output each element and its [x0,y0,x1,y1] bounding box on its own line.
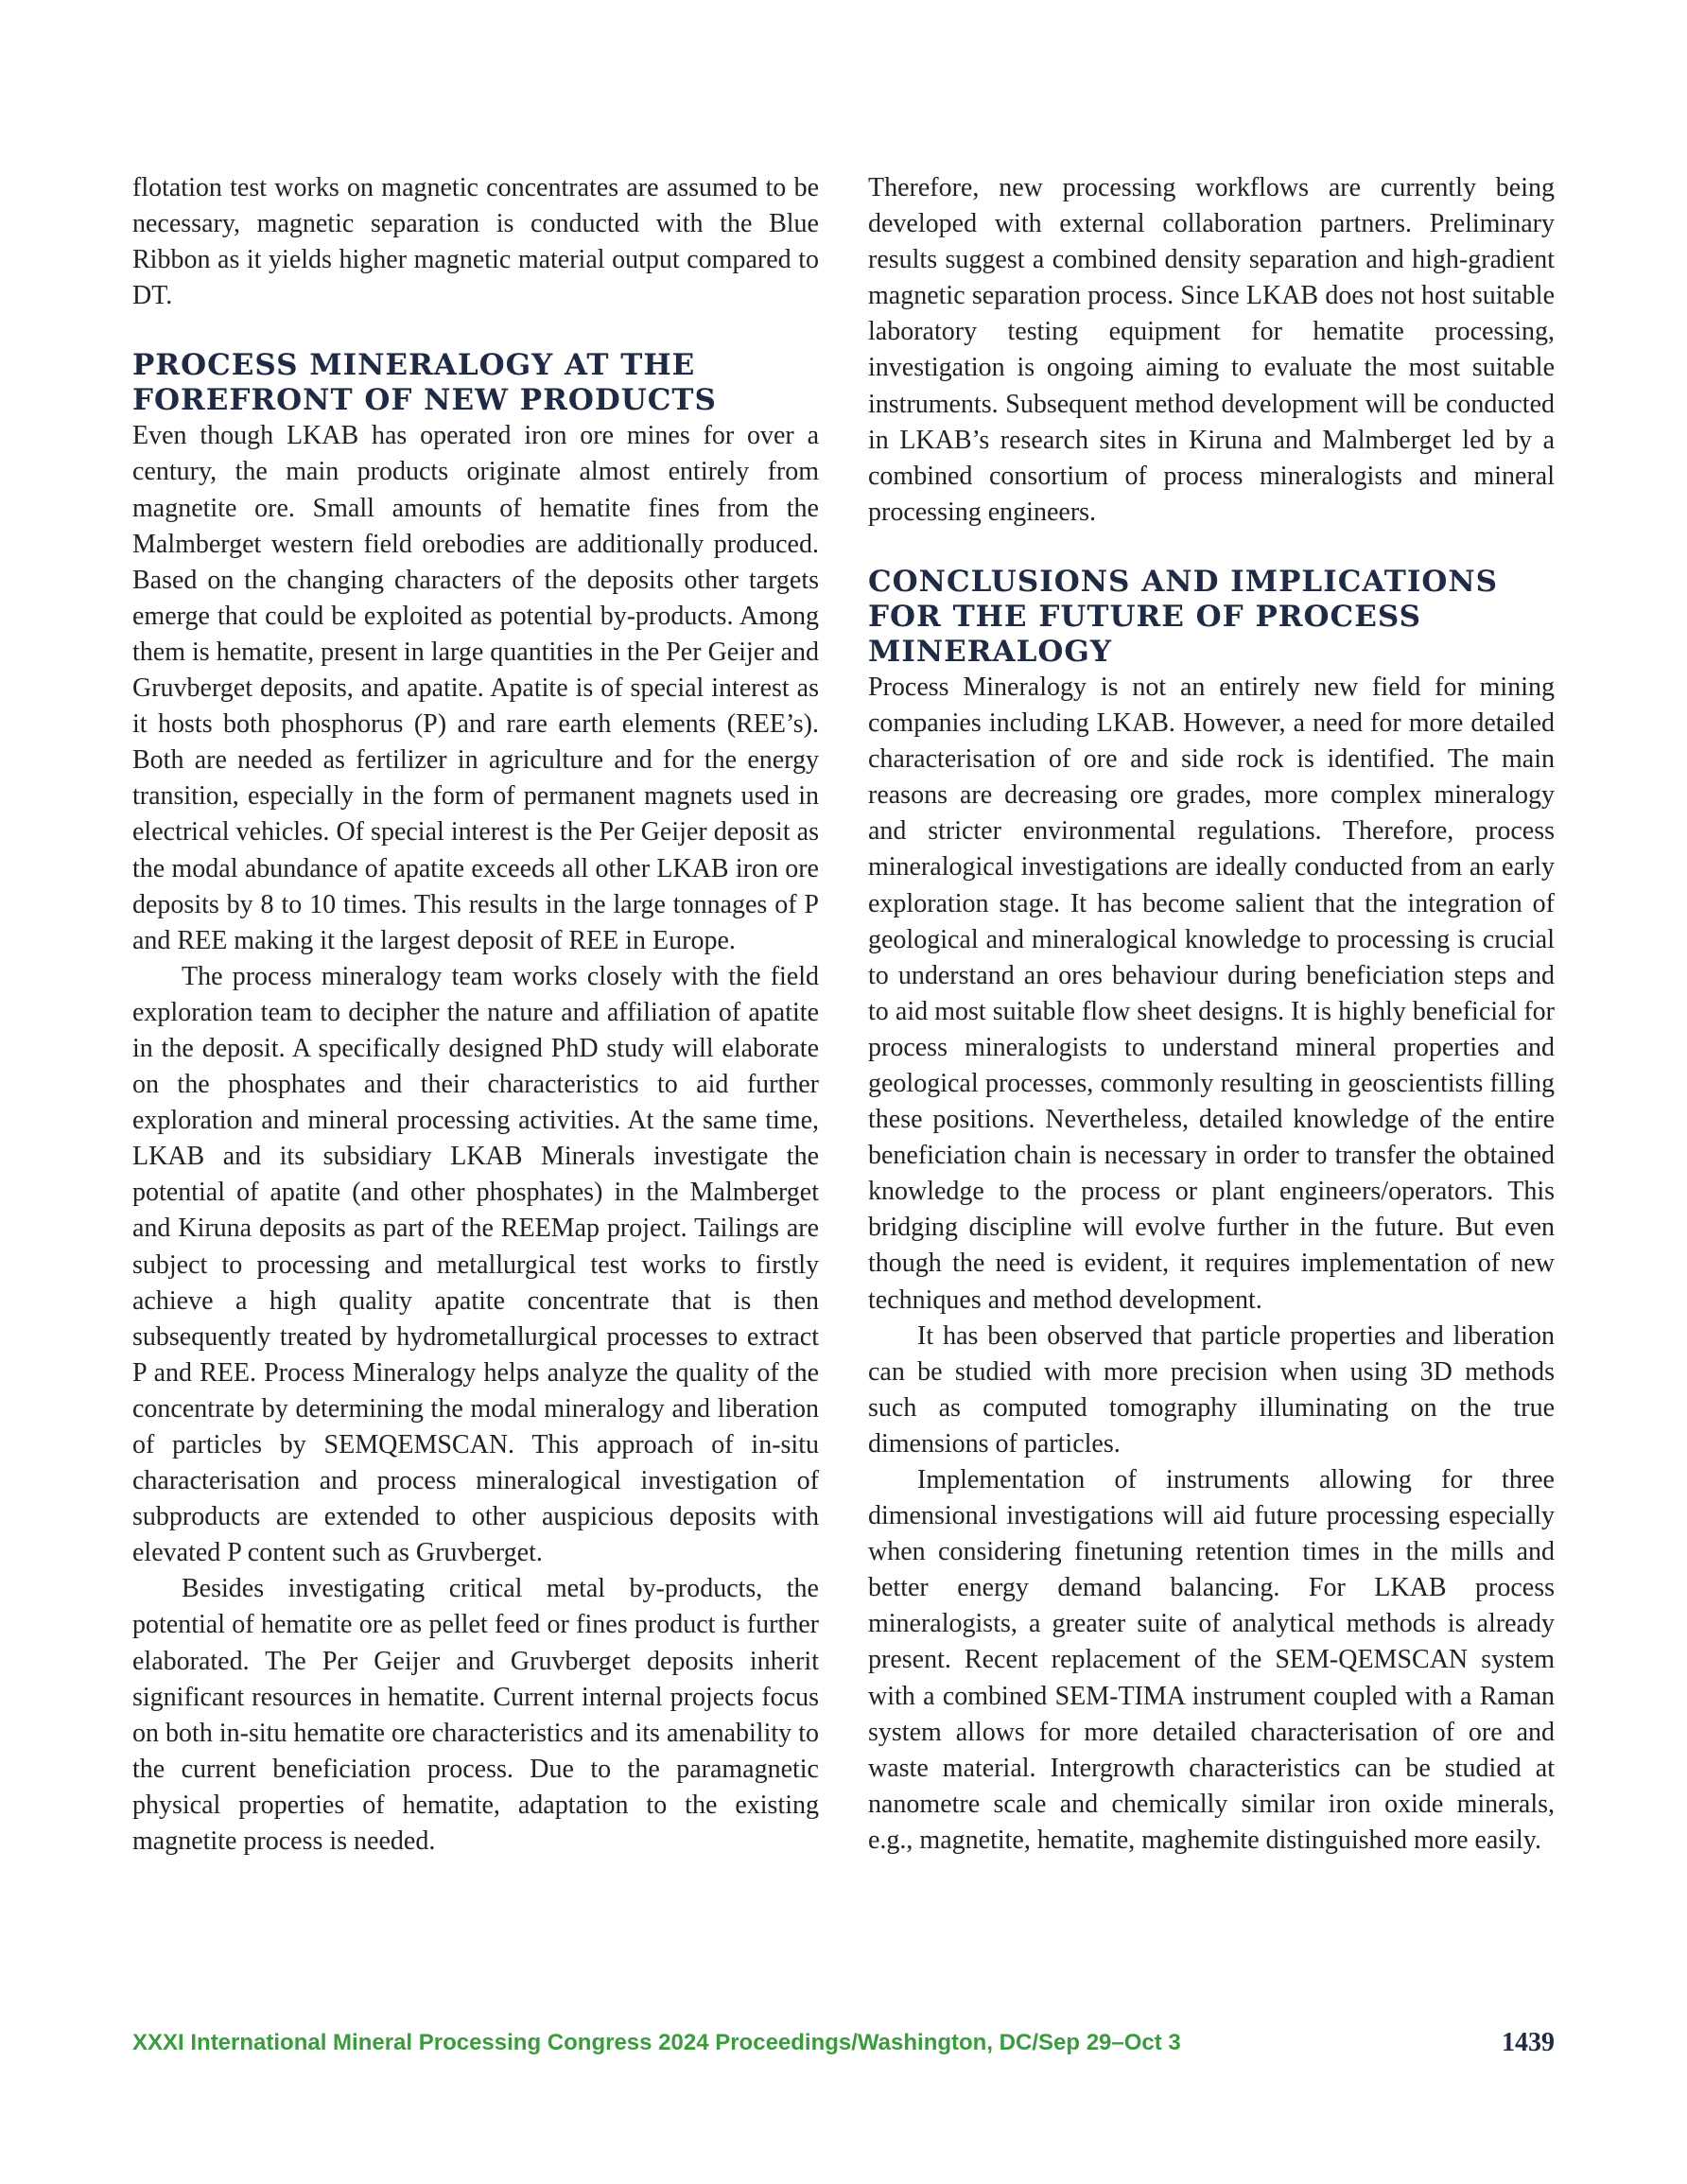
page-footer [132,2030,1555,2068]
section-heading: PROCESS MINERALOGY AT THE FOREFRONT OF NEW PRODUCTS [132,348,717,418]
paragraph: The process mineralogy team works closely with the field exploration team to decipher the nature and affiliation of apatite in the deposit. A specifically designed PhD study will elaborate on the phosphates and their characteristics to aid further exploration and mineral processing activities. At the same time, LKAB and its subsidiary LKAB Minerals investigate the potential of apatite (and other phosphates) in the Malmberget and Kiruna deposits as part of the REEMap project. Tailings are subject to processing and metallurgical test works to firstly achieve a high quality apatite concentrate that is then subsequently treated by hydrometallurgical processes to extract P and REE. Process Mineralogy helps analyze the quality of the concentrate by determining the modal mineralogy and liberation of particles by SEMQEMSCAN. This approach of in-situ characterisation and process mineralogical investigation of subproducts are extended to other auspicious deposits with elevated P content such as Gruvberget. [132,961,819,1568]
right-column [868,170,1555,1859]
paragraph: It has been observed that particle properties and liberation can be studied with more precision when using 3D methods such as computed tomography illuminating on the true dimensions of particles. [868,1320,1555,1459]
paragraph: Implementation of instruments allowing for three dimensional investigations will aid future processing especially when considering finetuning retention times in the mills and better energy demand balancing. For LKAB process mineralogists, a greater suite of analytical methods is already present. Recent replacement of the SEM-QEMSCAN system with a combined SEM-TIMA instrument coupled with a Raman system allows for more detailed characterisation of ore and waste material. Intergrowth characteristics can be studied at nanometre scale and chemically similar iron oxide minerals, e.g., magnetite, hematite, maghemite distinguished more easily. [868,1465,1555,1855]
section-heading: CONCLUSIONS AND IMPLICATIONS FOR THE FUTURE OF PROCESS MINERALOGY [868,564,1499,669]
paragraph: Therefore, new processing workflows are currently being developed with external collaboration partners. Preliminary results suggest a combined density separation and high-gradient magnetic separation process. Since LKAB does not host suitable laboratory testing equipment for hematite processing, investigation is ongoing aiming to evaluate the most suitable instruments. Subsequent method development will be conducted in LKAB’s research sites in Kiruna and Malmberget led by a combined consortium of process mineralogists and mineral processing engineers. [868,173,1555,527]
page-number: 1439 [1502,2028,1555,2057]
footer-citation: XXXI International Mineral Processing Congress 2024 Proceedings/Washington, DC/Sep 29–Oct 3 [132,2030,1181,2055]
paragraph: Besides investigating critical metal by-products, the potential of hematite ore as pellet feed or fines product is further elaborated. The Per Geijer and Gruvberget deposits inherit significant resources in hematite. Current internal projects focus on both in-situ hematite ore characteristics and its amenability to the current beneficiation process. Due to the paramagnetic physical properties of hematite, adaptation to the existing magnetite process is needed. [132,1574,819,1857]
paragraph: Even though LKAB has operated iron ore mines for over a century, the main products originate almost entirely from magnetite ore. Small amounts of hematite fines from the Malmberget western field orebodies are additionally produced. Based on the changing characters of the deposits other targets emerge that could be exploited as potential by-products. Among them is hematite, present in large quantities in the Per Geijer and Gruvberget deposits, and apatite. Apatite is of special interest as it hosts both phosphorus (P) and rare earth elements (REE’s). Both are needed as fertilizer in agriculture and for the energy transition, especially in the form of permanent magnets used in electrical vehicles. Of special interest is the Per Geijer deposit as the modal abundance of apatite exceeds all other LKAB iron ore deposits by 8 to 10 times. This results in the large tonnages of P and REE making it the largest deposit of REE in Europe. [132,421,819,955]
paragraph: Process Mineralogy is not an entirely new field for mining companies including LKAB. However, a need for more detailed characterisation of ore and side rock is identified. The main reasons are decreasing ore grades, more complex mineralogy and stricter environmental regulations. Therefore, process mineralogical investigations are ideally conducted from an early exploration stage. It has become salient that the integration of geological and mineralogical knowledge to processing is crucial to understand an ores behaviour during beneficiation steps and to aid most suitable flow sheet designs. It is highly beneficial for process mineralogists to understand mineral properties and geological processes, commonly resulting in geoscientists filling these positions. Nevertheless, detailed knowledge of the entire beneficiation chain is necessary in order to transfer the obtained knowledge to the process or plant engineers/operators. This bridging discipline will evolve further in the future. But even though the need is evident, it requires implementation of new techniques and method development. [868,672,1555,1315]
left-column [132,170,819,1860]
paragraph: flotation test works on magnetic concentrates are assumed to be necessary, magnetic separation is conducted with the Blue Ribbon as it yields higher magnetic material output compared to DT. [132,173,819,311]
